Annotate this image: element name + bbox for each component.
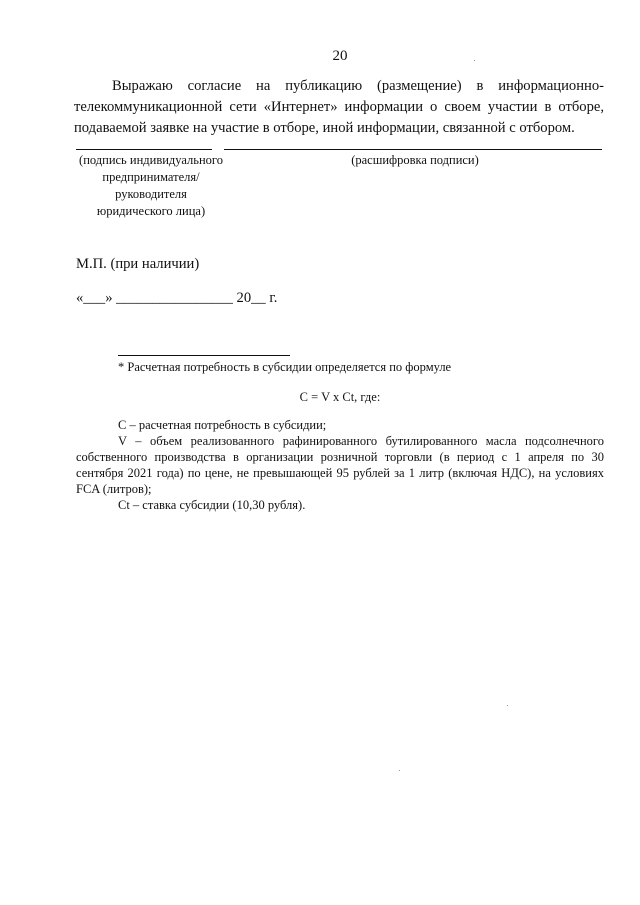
consent-paragraph bbox=[74, 76, 604, 139]
scan-speck bbox=[507, 705, 508, 706]
scan-speck bbox=[399, 770, 400, 771]
consent-line-rest: телекоммуникационной сети «Интернет» информации о своем участии в отборе, подаваемой заявке на участие в отборе, иной информации, связанной с отбором. bbox=[74, 99, 604, 136]
scan-speck bbox=[474, 60, 475, 61]
definition-v: V – объем реализованного рафинированного бутилированного масла подсолнечного собственного производства в организации розничной торговли (в период с 1 апреля по 30 сентября 2021 года) по цене, не превышающей 95 рублей за 1 литр (включая НДС), на условиях FCA (литров); bbox=[76, 434, 604, 496]
signature-caption: (подпись индивидуального предпринимателя/ руководителя юридического лица) bbox=[79, 153, 223, 218]
footnote-intro: * Расчетная потребность в субсидии определяется по формуле bbox=[118, 360, 452, 374]
formula: C = V x Ct, где: bbox=[299, 390, 381, 404]
stamp-label: М.П. (при наличии) bbox=[76, 256, 200, 272]
page-number: 20 bbox=[332, 48, 348, 64]
formula-definitions bbox=[76, 417, 604, 513]
definition-c: C – расчетная потребность в субсидии; bbox=[118, 418, 327, 432]
consent-line-1: Выражаю согласие на публикацию (размещение) в информационно- bbox=[112, 78, 604, 94]
signature-transcript-line bbox=[224, 149, 602, 150]
signature-transcript-caption: (расшифровка подписи) bbox=[351, 153, 479, 167]
signature-line bbox=[76, 149, 212, 150]
date-line: «___» ________________ 20__ г. bbox=[76, 290, 278, 306]
definition-ct: Ct – ставка субсидии (10,30 рубля). bbox=[118, 498, 306, 512]
footnote-divider bbox=[118, 355, 290, 356]
